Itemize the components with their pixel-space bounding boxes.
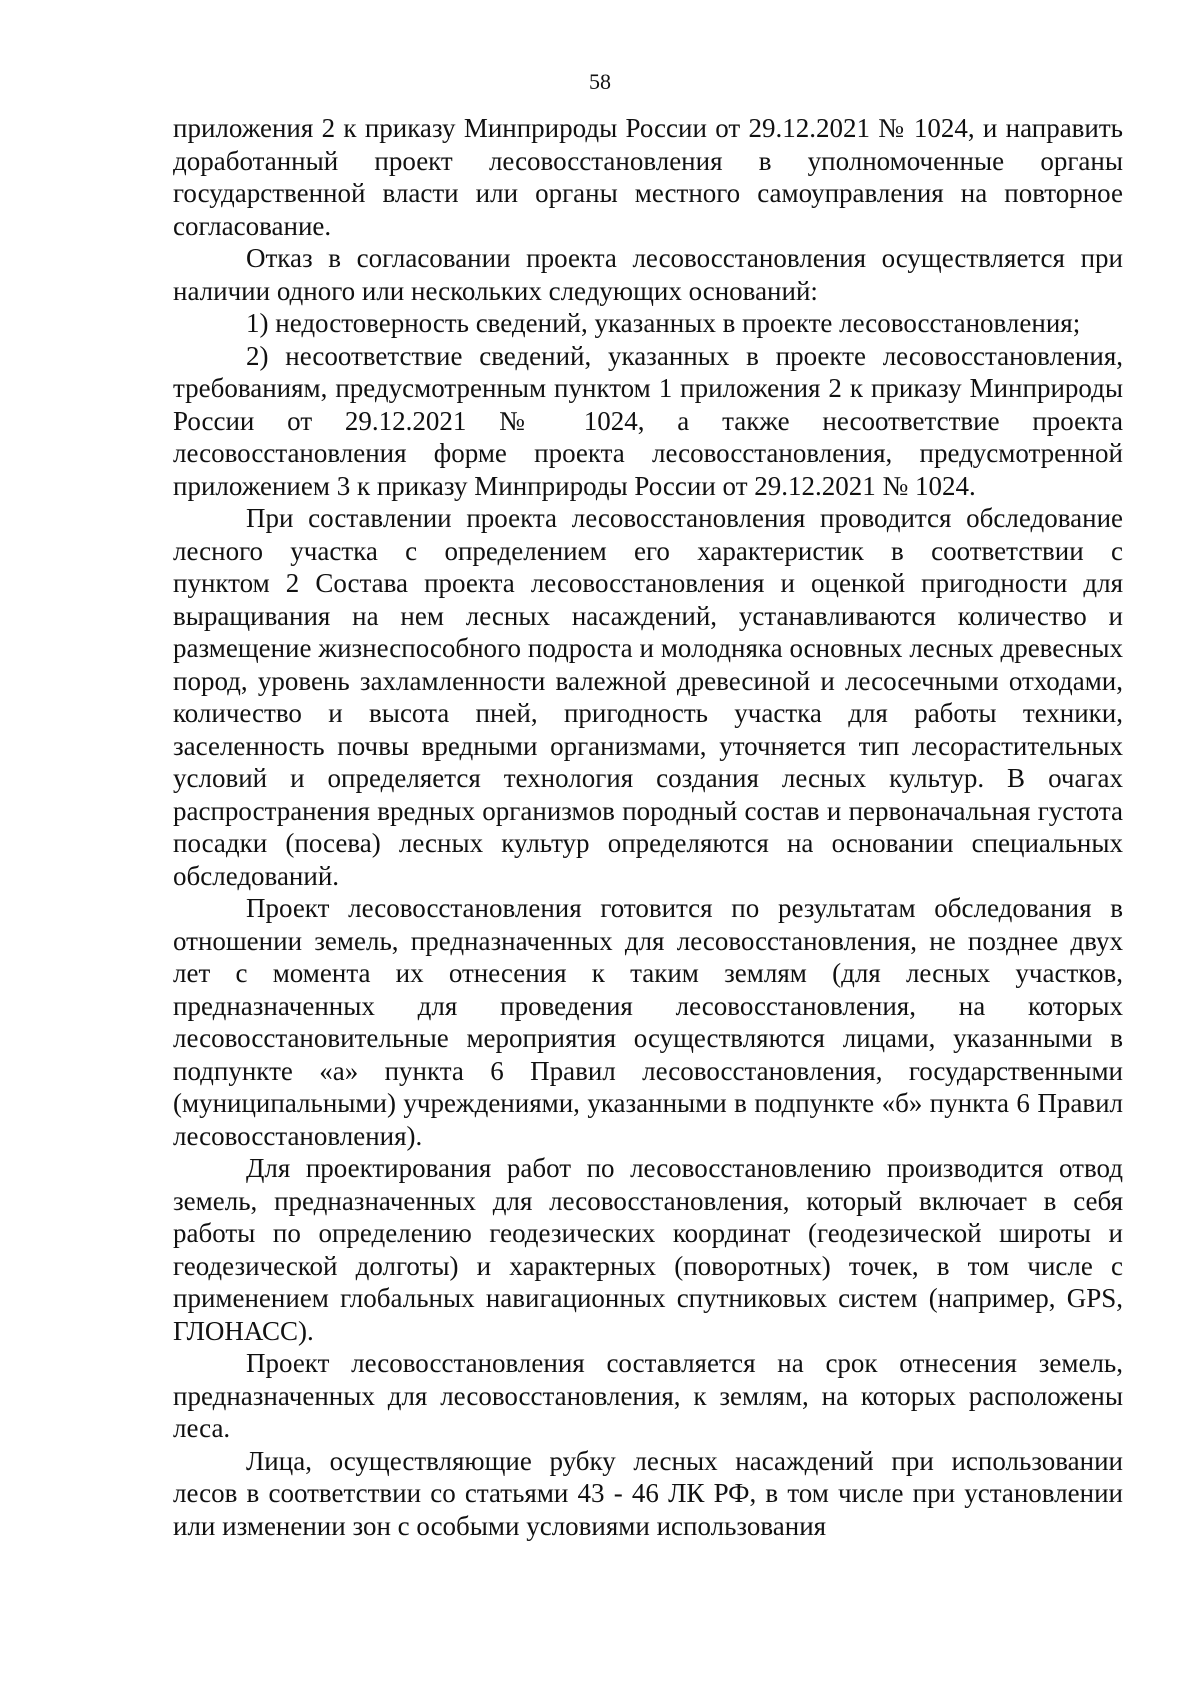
paragraph-land-allotment: Для проектирования работ по лесовосстановлению производится отвод земель, предназначенных для лесовосстановления, который включает в себя работы по определению геодезических координат (геодезической широты и геодезической долготы) и характерных (поворотных) точек, в том числе с применением глобальных навигационных спутниковых систем (например, GPS, ГЛОНАСС).: [173, 1153, 1123, 1346]
paragraph-survey-continued: пунктом 2 Состава проекта лесовосстановления и оценкой пригодности для выращивания на нем лесных насаждений, устанавливаются количество и размещение жизнеспособного подроста и молодняка основных лесных древесных пород, уровень захламленности валежной древесиной и лесосечными отходами, количество и высота пней, пригодность участка для работы техники, заселенность почвы вредными организмами, уточняется тип лесорастительных условий и определяется технология создания лесных культур. В очагах распространения вредных организмов породный состав и первоначальная густота посадки (посева) лесных культур определяются на основании специальных обследований.: [173, 568, 1123, 891]
document-body: [173, 112, 1123, 1542]
page-number: 58: [589, 69, 611, 94]
paragraph-project-term: Проект лесовосстановления составляется на срок отнесения земель, предназначенных для лесовосстановления, к землям, на которых расположены леса.: [173, 1348, 1123, 1443]
paragraph-logging-persons: Лица, осуществляющие рубку лесных насаждений при использовании лесов в соответствии со статьями 43 - 46 ЛК РФ, в том числе при установлении или изменении зон с особыми условиями использования: [173, 1445, 1123, 1541]
paragraph-project-preparation: Проект лесовосстановления готовится по результатам обследования в отношении земель, предназначенных для лесовосстановления, не позднее двух лет с момента их отнесения к таким землям (для лесных участков, предназначенных для проведения лесовосстановления, на которых лесовосстановительные мероприятия осуществляются лицами, указанными в подпункте «а» пункта 6 Правил лесовосстановления, государственными (муниципальными) учреждениями, указанными в подпункте «б» пункта 6 Правил лесовосстановления).: [173, 893, 1123, 1151]
paragraph-refusal-grounds: Отказ в согласовании проекта лесовосстановления осуществляется при наличии одного или нескольких следующих оснований:: [173, 243, 1123, 306]
paragraph-survey-start: При составлении проекта лесовосстановления проводится обследование лесного участка с определением его характеристик в соответствии с: [173, 503, 1123, 566]
paragraph-continuation: приложения 2 к приказу Минприроды России от 29.12.2021 № 1024, и направить доработанный проект лесовосстановления в уполномоченные органы государственной власти или органы местного самоуправления на повторное согласование.: [173, 113, 1123, 241]
list-item-1: 1) недостоверность сведений, указанных в проекте лесовосстановления;: [246, 308, 1081, 338]
list-item-2: 2) несоответствие сведений, указанных в проекте лесовосстановления, требованиям, предусмотренным пунктом 1 приложения 2 к приказу Минприроды России от 29.12.2021 № 1024, а также несоответствие проекта лесовосстановления форме проекта лесовосстановления, предусмотренной приложением 3 к приказу Минприроды России от 29.12.2021 № 1024.: [173, 340, 1123, 501]
